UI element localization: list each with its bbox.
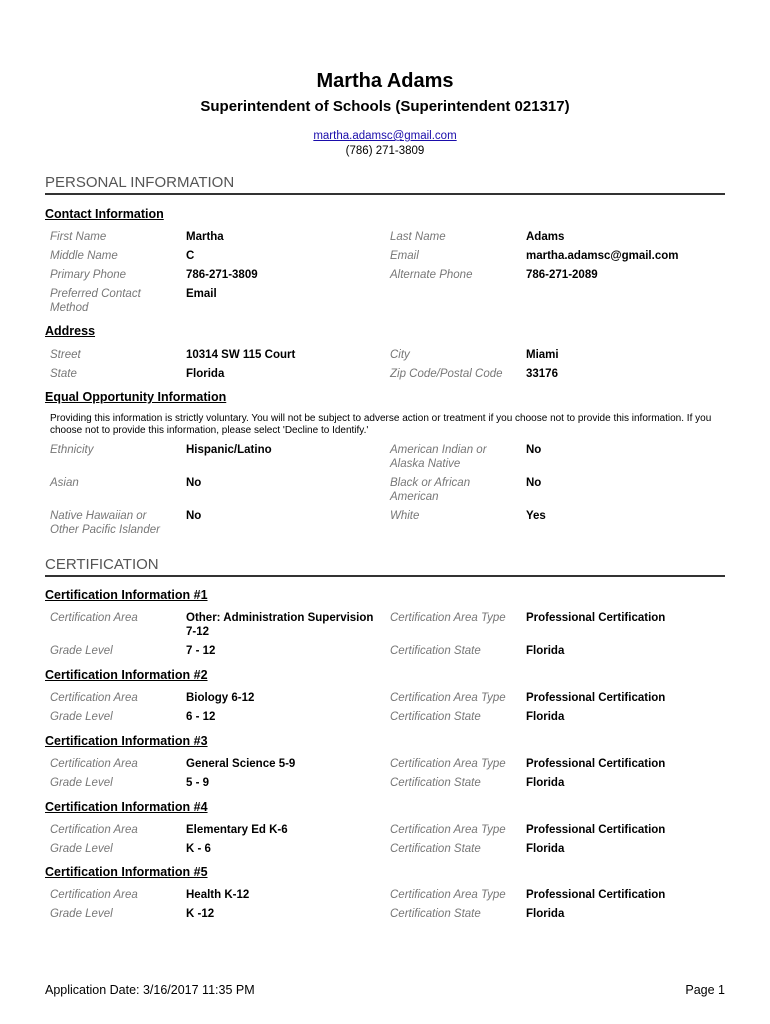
eeo-disclaimer: [50, 413, 725, 437]
certification-state-label: Certification State: [390, 777, 481, 789]
applicant-header: [45, 68, 725, 158]
hawaiian-label: [50, 509, 180, 537]
certification-area-label: Certification Area: [50, 824, 138, 836]
certification-state-label: Certification State: [390, 908, 481, 920]
certification-heading-5: Certification Information #5: [45, 865, 208, 879]
preferred-contact-label-line-1: Preferred Contact: [50, 288, 141, 300]
certification-area-type-value: Professional Certification: [526, 758, 666, 770]
primary-phone-label: Primary Phone: [50, 269, 127, 281]
preferred-contact-label-line-2: Method: [50, 302, 89, 314]
certification-area-value: Health K-12: [186, 889, 250, 901]
asian-value: No: [186, 477, 202, 489]
certification-state-label: Certification State: [390, 645, 481, 657]
certification-area-type-label: Certification Area Type: [390, 692, 506, 704]
hawaiian-label-line-2: Other Pacific Islander: [50, 524, 160, 536]
certification-area-value: [186, 611, 386, 639]
last-name-label: Last Name: [390, 231, 446, 243]
american-indian-label-line-2: Alaska Native: [390, 458, 461, 470]
address-heading: Address: [45, 324, 96, 338]
middle-name-label: Middle Name: [50, 250, 118, 262]
certification-area-value: Elementary Ed K-6: [186, 824, 288, 836]
certification-area-label: Certification Area: [50, 612, 138, 624]
city-value: Miami: [526, 349, 559, 361]
zip-label: Zip Code/Postal Code: [390, 368, 503, 380]
eeo-disclaimer-line-1: Providing this information is strictly voluntary. You will not be subject to adverse action or treatment if you choose not to provide this information. If you: [50, 413, 712, 424]
eeo-heading: Equal Opportunity Information: [45, 390, 227, 404]
zip-value: 33176: [526, 368, 558, 380]
application-page: [45, 0, 725, 1024]
contact-information-heading: Contact Information: [45, 207, 164, 221]
certification-area-type-value: Professional Certification: [526, 824, 666, 836]
certification-area-label: Certification Area: [50, 889, 138, 901]
email-label: Email: [390, 250, 419, 262]
grade-level-label: Grade Level: [50, 645, 113, 657]
preferred-contact-value: Email: [186, 288, 217, 300]
email-link[interactable]: martha.adamsc@gmail.com: [313, 130, 457, 142]
certification-area-label: Certification Area: [50, 758, 138, 770]
state-label: State: [50, 368, 77, 380]
page-number: Page 1: [685, 983, 725, 997]
state-value: Florida: [186, 368, 225, 380]
first-name-value: Martha: [186, 231, 224, 243]
hawaiian-label-line-1: Native Hawaiian or: [50, 510, 147, 522]
certification-area-value: Biology 6-12: [186, 692, 255, 704]
american-indian-label: [390, 443, 520, 471]
certification-state-value: Florida: [526, 908, 565, 920]
section-personal-information: PERSONAL INFORMATION: [45, 174, 725, 195]
white-value: Yes: [526, 510, 546, 522]
preferred-contact-label: [50, 287, 180, 315]
grade-level-value: 6 - 12: [186, 711, 216, 723]
certification-state-value: Florida: [526, 843, 565, 855]
certification-area-type-value: Professional Certification: [526, 612, 666, 624]
street-label: Street: [50, 349, 81, 361]
certification-area-type-label: Certification Area Type: [390, 758, 506, 770]
black-label-line-1: Black or African: [390, 477, 471, 489]
eeo-disclaimer-line-2: choose not to provide this information, please select 'Decline to Identify.': [50, 425, 369, 436]
certification-heading-4: Certification Information #4: [45, 800, 208, 814]
certification-state-value: Florida: [526, 711, 565, 723]
grade-level-value: K -12: [186, 908, 215, 920]
black-value: No: [526, 477, 542, 489]
certification-area-value-line-1: Other: Administration Supervision: [186, 612, 374, 624]
grade-level-label: Grade Level: [50, 711, 113, 723]
phone-number: (786) 271-3809: [345, 145, 425, 157]
application-date: Application Date: 3/16/2017 11:35 PM: [45, 983, 255, 997]
certification-area-type-value: Professional Certification: [526, 692, 666, 704]
section-certification: CERTIFICATION: [45, 556, 725, 577]
certification-state-value: Florida: [526, 645, 565, 657]
certification-area-value: General Science 5-9: [186, 758, 296, 770]
grade-level-label: Grade Level: [50, 777, 113, 789]
grade-level-value: 7 - 12: [186, 645, 216, 657]
certification-state-value: Florida: [526, 777, 565, 789]
black-label-line-2: American: [390, 491, 439, 503]
grade-level-label: Grade Level: [50, 908, 113, 920]
certification-area-type-label: Certification Area Type: [390, 824, 506, 836]
certification-heading-2: Certification Information #2: [45, 668, 208, 682]
certification-heading-3: Certification Information #3: [45, 734, 208, 748]
grade-level-value: K - 6: [186, 843, 211, 855]
white-label: White: [390, 510, 420, 522]
certification-area-label: Certification Area: [50, 692, 138, 704]
alternate-phone-label: Alternate Phone: [390, 269, 473, 281]
certification-state-label: Certification State: [390, 843, 481, 855]
last-name-value: Adams: [526, 231, 565, 243]
email-value: martha.adamsc@gmail.com: [526, 250, 679, 262]
american-indian-label-line-1: American Indian or: [390, 444, 487, 456]
asian-label: Asian: [50, 477, 79, 489]
hawaiian-value: No: [186, 510, 202, 522]
certification-area-type-label: Certification Area Type: [390, 612, 506, 624]
position-title: Superintendent of Schools (Superintendent 021317): [200, 98, 570, 115]
grade-level-value: 5 - 9: [186, 777, 210, 789]
first-name-label: First Name: [50, 231, 107, 243]
alternate-phone-value: 786-271-2089: [526, 269, 598, 281]
certification-area-type-label: Certification Area Type: [390, 889, 506, 901]
primary-phone-value: 786-271-3809: [186, 269, 258, 281]
city-label: City: [390, 349, 410, 361]
certification-area-type-value: Professional Certification: [526, 889, 666, 901]
ethnicity-label: Ethnicity: [50, 444, 94, 456]
street-value: 10314 SW 115 Court: [186, 349, 296, 361]
ethnicity-value: Hispanic/Latino: [186, 444, 272, 456]
certification-state-label: Certification State: [390, 711, 481, 723]
american-indian-value: No: [526, 444, 542, 456]
certification-area-value-line-2: 7-12: [186, 626, 210, 638]
grade-level-label: Grade Level: [50, 843, 113, 855]
certification-heading-1: Certification Information #1: [45, 588, 208, 602]
applicant-name: Martha Adams: [316, 70, 454, 92]
black-label: [390, 476, 520, 504]
middle-name-value: C: [186, 250, 195, 262]
